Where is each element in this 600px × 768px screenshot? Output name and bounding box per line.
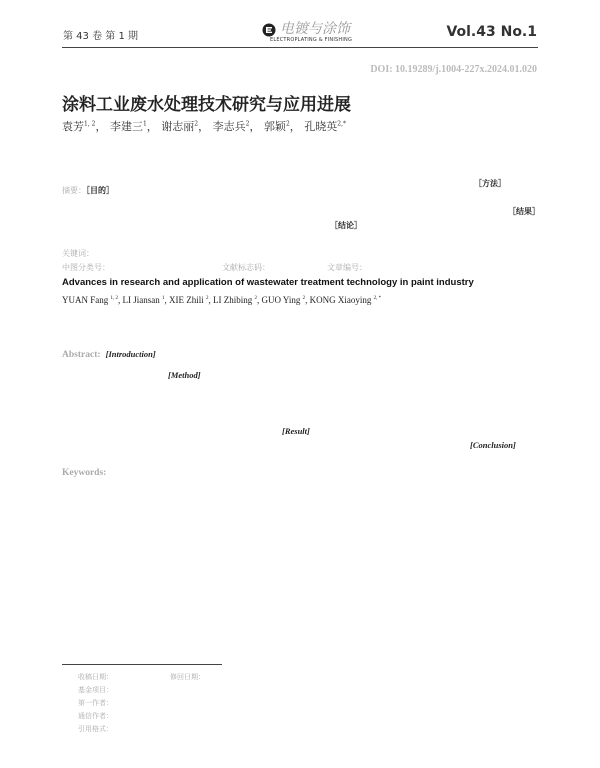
abstract-method-en: [Method] xyxy=(168,370,201,380)
author-affiliation: 2 xyxy=(254,296,257,301)
first-author-label: 第一作者： xyxy=(78,699,113,707)
author-list-cn: 袁芳$^{1, 2}$， 李建三$^1$， 谢志丽$^2$， 李志兵$^2$， 郭颖$^2$， 孔晓英$^{2,*}$ xyxy=(62,120,346,133)
abstract-label-en: Abstract: xyxy=(62,350,101,360)
author-affiliation: 1 xyxy=(162,296,165,301)
abstract-cn-line1 xyxy=(62,178,114,197)
author-affiliation: 1 xyxy=(142,120,147,128)
abstract-result-en: [Result] xyxy=(282,426,310,436)
volume-label: Vol.43 No.1 xyxy=(446,24,537,40)
article-number-label: 文章编号： xyxy=(327,263,367,272)
author-affiliation: 1, 2 xyxy=(84,120,96,128)
doc-code-label: 文献标志码： xyxy=(222,263,270,272)
author-affiliation: 2 xyxy=(194,120,199,128)
author-name: 郭颖 xyxy=(263,120,286,133)
keywords-label-en: Keywords: xyxy=(62,468,107,478)
abstract-introduction-en: [Introduction] xyxy=(105,349,156,359)
author-list-en: YUAN Fang $^{1, 2}$, LI Jiansan $^1$, XIE Zhili $^2$, LI Zhibing $^2$, GUO Ying $^2$, KONG Xiaoying $^{2, *}$ xyxy=(62,295,382,305)
author-name: 孔晓英 xyxy=(304,120,338,133)
author-name: YUAN Fang xyxy=(62,295,109,305)
journal-name-cn: 电镀与涂饰 xyxy=(280,21,350,37)
author-affiliation: 2 xyxy=(285,120,290,128)
abstract-conclusion-cn: ［结论］ xyxy=(330,221,362,230)
author-name: 袁芳 xyxy=(62,120,84,133)
journal-logo-icon xyxy=(262,23,276,37)
abstract-conclusion-en: [Conclusion] xyxy=(470,440,516,450)
corresponding-author-label: 通信作者： xyxy=(78,712,113,720)
author-name: 谢志丽 xyxy=(161,120,195,133)
keywords-label-cn: 关键词： xyxy=(62,249,94,258)
author-name: GUO Ying xyxy=(261,295,301,305)
clc-label: 中图分类号： xyxy=(62,263,110,272)
abstract-en-line1 xyxy=(62,342,156,361)
author-affiliation: 2 xyxy=(245,120,250,128)
author-affiliation: 2 xyxy=(206,296,209,301)
author-name: LI Zhibing xyxy=(213,295,253,305)
journal-name-en: ELECTROPLATING & FINISHING xyxy=(270,37,353,43)
revised-date-label: 修回日期： xyxy=(170,673,205,681)
header-divider xyxy=(62,47,538,48)
author-name: 李建三 xyxy=(109,120,143,133)
author-affiliation: 2,* xyxy=(337,120,346,128)
author-name: KONG Xiaoying xyxy=(309,295,372,305)
citation-format-label: 引用格式： xyxy=(78,725,113,733)
abstract-label-cn: 摘要： xyxy=(62,186,86,195)
author-name: LI Jiansan xyxy=(122,295,160,305)
abstract-objective-cn: ［目的］ xyxy=(86,186,114,195)
issue-label: 第 43 卷 第 1 期 xyxy=(63,31,138,42)
footnote-divider xyxy=(62,664,222,665)
author-affiliation: 1, 2 xyxy=(110,296,118,301)
fund-label: 基金项目： xyxy=(78,686,113,694)
article-title-en: Advances in research and application of wastewater treatment technology in paint industry xyxy=(62,277,474,288)
doi-link[interactable]: DOI: 10.19289/j.1004-227x.2024.01.020 xyxy=(370,64,537,75)
author-affiliation: 2 xyxy=(302,296,306,301)
author-name: 李志兵 xyxy=(212,120,246,133)
author-affiliation: 2, * xyxy=(373,296,382,301)
author-name: XIE Zhili xyxy=(169,295,204,305)
abstract-method-cn: ［方法］ xyxy=(474,179,506,188)
received-date-label: 收稿日期： xyxy=(78,673,113,681)
article-title-cn: 涂料工业废水处理技术研究与应用进展 xyxy=(62,95,351,115)
abstract-result-cn: ［结果］ xyxy=(508,207,540,216)
